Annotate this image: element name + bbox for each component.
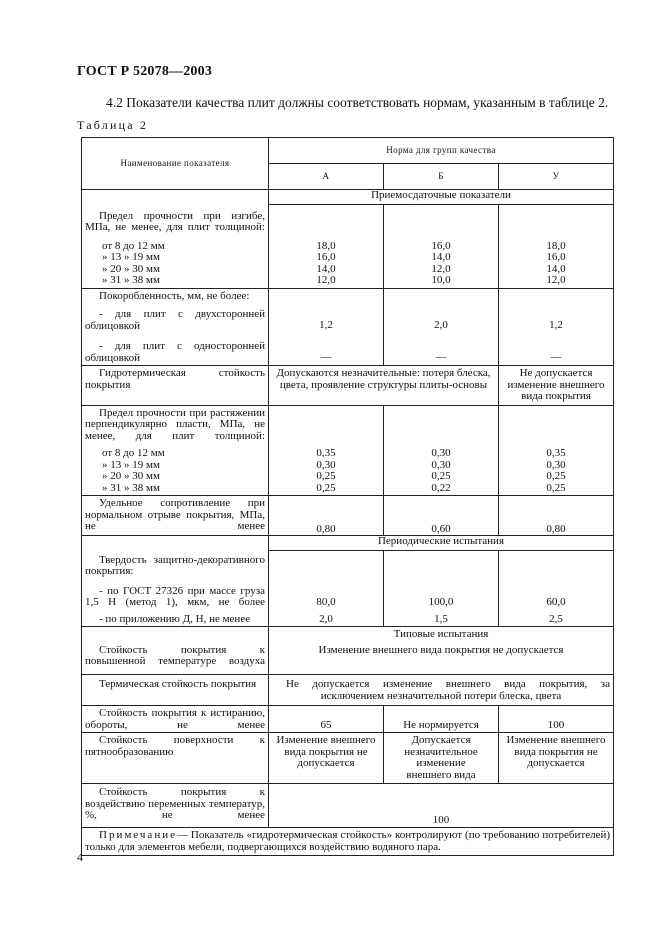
header-norm-cell: Норма для групп качества — [269, 138, 614, 164]
section-typical: Типовые испытания — [269, 627, 614, 643]
bending-range-1: от 8 до 12 мм — [102, 239, 165, 252]
bending-u-1: 18,0 — [546, 239, 566, 252]
bending-range-2: » 13 » 19 мм — [102, 251, 160, 263]
warp-a-2: — — [320, 351, 332, 363]
table-note — [82, 828, 614, 856]
hardness-u-2: 2,5 — [549, 612, 563, 625]
tensile-b-3: 0,25 — [431, 470, 451, 482]
stain-b: Допускается незначительное изменение внешнего вида — [384, 733, 499, 784]
section-periodic: Периодические испытания — [269, 536, 614, 551]
row-hardness — [82, 551, 269, 627]
warp-b-2: — — [435, 351, 447, 363]
stain-u: Изменение внешнего вида покрытия не допускается — [499, 733, 614, 784]
note-text: — Показатель «гидротермическая стойкость» контролируют (по требованию потребителей) только для элементов мебели, подвергающихся воздействию водяного пара. — [85, 829, 610, 853]
abrasion-b: Не нормируется — [384, 706, 499, 733]
header-group-u: У — [499, 164, 614, 190]
header-name-cell: Наименование показателя — [82, 138, 269, 190]
tensile-b-2: 0,30 — [431, 458, 451, 471]
hydro-u-value: Не допускается изменение внешнего вида покрытия — [499, 366, 614, 406]
variable-label: Стойкость покрытия к воздействию переменных температур, %, не менее — [82, 784, 269, 828]
hydro-ab-value: Допускаются незначительные: потеря блеска, цвета, проявление структуры плиты-основы — [269, 366, 499, 406]
tensile-a-1: 0,35 — [316, 447, 336, 459]
thermal-value: Не допускается изменение внешнего вида покрытия, за исключением незначительной потери блеска, цвета — [269, 675, 614, 706]
thermal-label: Термическая стойкость покрытия — [82, 675, 269, 706]
bending-a-2: 16,0 — [316, 251, 336, 263]
bending-u-4: 12,0 — [546, 274, 566, 286]
abrasion-u: 100 — [499, 706, 614, 733]
warp-b-1: 2,0 — [434, 318, 448, 331]
warp-u-1: 1,2 — [549, 318, 563, 331]
bending-a-4: 12,0 — [316, 274, 336, 286]
warp-a-1: 1,2 — [319, 318, 333, 331]
tensile-b-1: 0,30 — [431, 447, 451, 459]
bending-range-4: » 31 » 38 мм — [102, 274, 160, 286]
warp-label: Покоробленность, мм, не более: — [99, 289, 250, 302]
tensile-range-3: » 20 » 30 мм — [102, 470, 160, 482]
hydro-label: Гидротермическая стойкость покрытия — [82, 366, 269, 406]
elevated-label: Стойкость покрытия к повышенной температуре воздуха — [82, 643, 269, 675]
hardness-label: Твердость защитно-декоративного покрытия: — [85, 553, 265, 577]
warp-u-2: — — [550, 351, 562, 363]
stain-a: Изменение внешнего вида покрытия не допускается — [269, 733, 384, 784]
tensile-b-4: 0,22 — [431, 481, 451, 494]
hardness-u-1: 60,0 — [546, 596, 566, 608]
bending-a-3: 14,0 — [316, 262, 336, 275]
tensile-u-4: 0,25 — [546, 481, 566, 494]
tensile-u-1: 0,35 — [546, 447, 566, 459]
page-number: 4 — [77, 850, 83, 864]
tensile-u-3: 0,25 — [546, 470, 566, 482]
row-bending — [82, 205, 269, 289]
tensile-a-3: 0,25 — [316, 470, 336, 482]
bending-u-2: 16,0 — [546, 251, 566, 263]
tensile-a-4: 0,25 — [316, 481, 336, 494]
bending-b-3: 12,0 — [431, 262, 451, 275]
header-group-a: А — [269, 164, 384, 190]
bending-u-3: 14,0 — [546, 262, 566, 275]
abrasion-a: 65 — [269, 706, 384, 733]
bending-label: Предел прочности при изгибе, МПа, не менее, для плит толщиной: — [85, 209, 265, 233]
bending-b-2: 14,0 — [431, 251, 451, 263]
resistance-label: Удельное сопротивление при нормальном отрыве покрытия, МПа, не менее — [82, 496, 269, 536]
resistance-u: 0,80 — [499, 496, 614, 536]
document-header: ГОСТ Р 52078—2003 — [77, 64, 213, 79]
quality-table — [81, 137, 614, 856]
hardness-a-1: 80,0 — [316, 596, 336, 608]
tensile-a-2: 0,30 — [316, 458, 336, 471]
stain-label: Стойкость поверхности к пятнообразованию — [82, 733, 269, 784]
elevated-value: Изменение внешнего вида покрытия не допускается — [269, 643, 614, 675]
resistance-b: 0,60 — [384, 496, 499, 536]
header-group-b: Б — [384, 164, 499, 190]
bending-range-3: » 20 » 30 мм — [102, 262, 160, 275]
row-warp — [82, 288, 269, 366]
abrasion-label: Стойкость покрытия к истиранию, обороты, не менее — [82, 706, 269, 733]
warp-sub-2: - для плит с односторонней облицовкой — [85, 340, 265, 364]
row-tensile — [82, 405, 269, 496]
tensile-label: Предел прочности при растяжении перпендикулярно пласти, МПа, не менее, для плит толщиной: — [85, 406, 265, 442]
table-caption: Таблица 2 — [77, 118, 149, 132]
tensile-range-4: » 31 » 38 мм — [102, 481, 160, 494]
hardness-b-1: 100,0 — [428, 596, 454, 608]
hardness-sub-2: - по приложению Д, Н, не менее — [99, 612, 251, 625]
tensile-range-2: » 13 » 19 мм — [102, 458, 160, 471]
intro-paragraph: 4.2 Показатели качества плит должны соответствовать нормам, указанным в таблице 2. — [106, 95, 609, 110]
tensile-range-1: от 8 до 12 мм — [102, 447, 165, 459]
bending-b-4: 10,0 — [431, 274, 451, 286]
hardness-b-2: 1,5 — [434, 612, 448, 625]
section-acceptance: Приемосдаточные показатели — [269, 190, 614, 205]
tensile-u-2: 0,30 — [546, 458, 566, 471]
hardness-sub-1: - по ГОСТ 27326 при массе груза 1,5 Н (метод 1), мкм, не более — [85, 584, 265, 608]
bending-b-1: 16,0 — [431, 239, 451, 252]
bending-a-1: 18,0 — [316, 239, 336, 252]
resistance-a: 0,80 — [269, 496, 384, 536]
hardness-a-2: 2,0 — [319, 612, 333, 625]
variable-value: 100 — [269, 784, 614, 828]
warp-sub-1: - для плит с двухсторонней облицовкой — [85, 308, 265, 332]
note-label: Примечание — [99, 829, 177, 841]
